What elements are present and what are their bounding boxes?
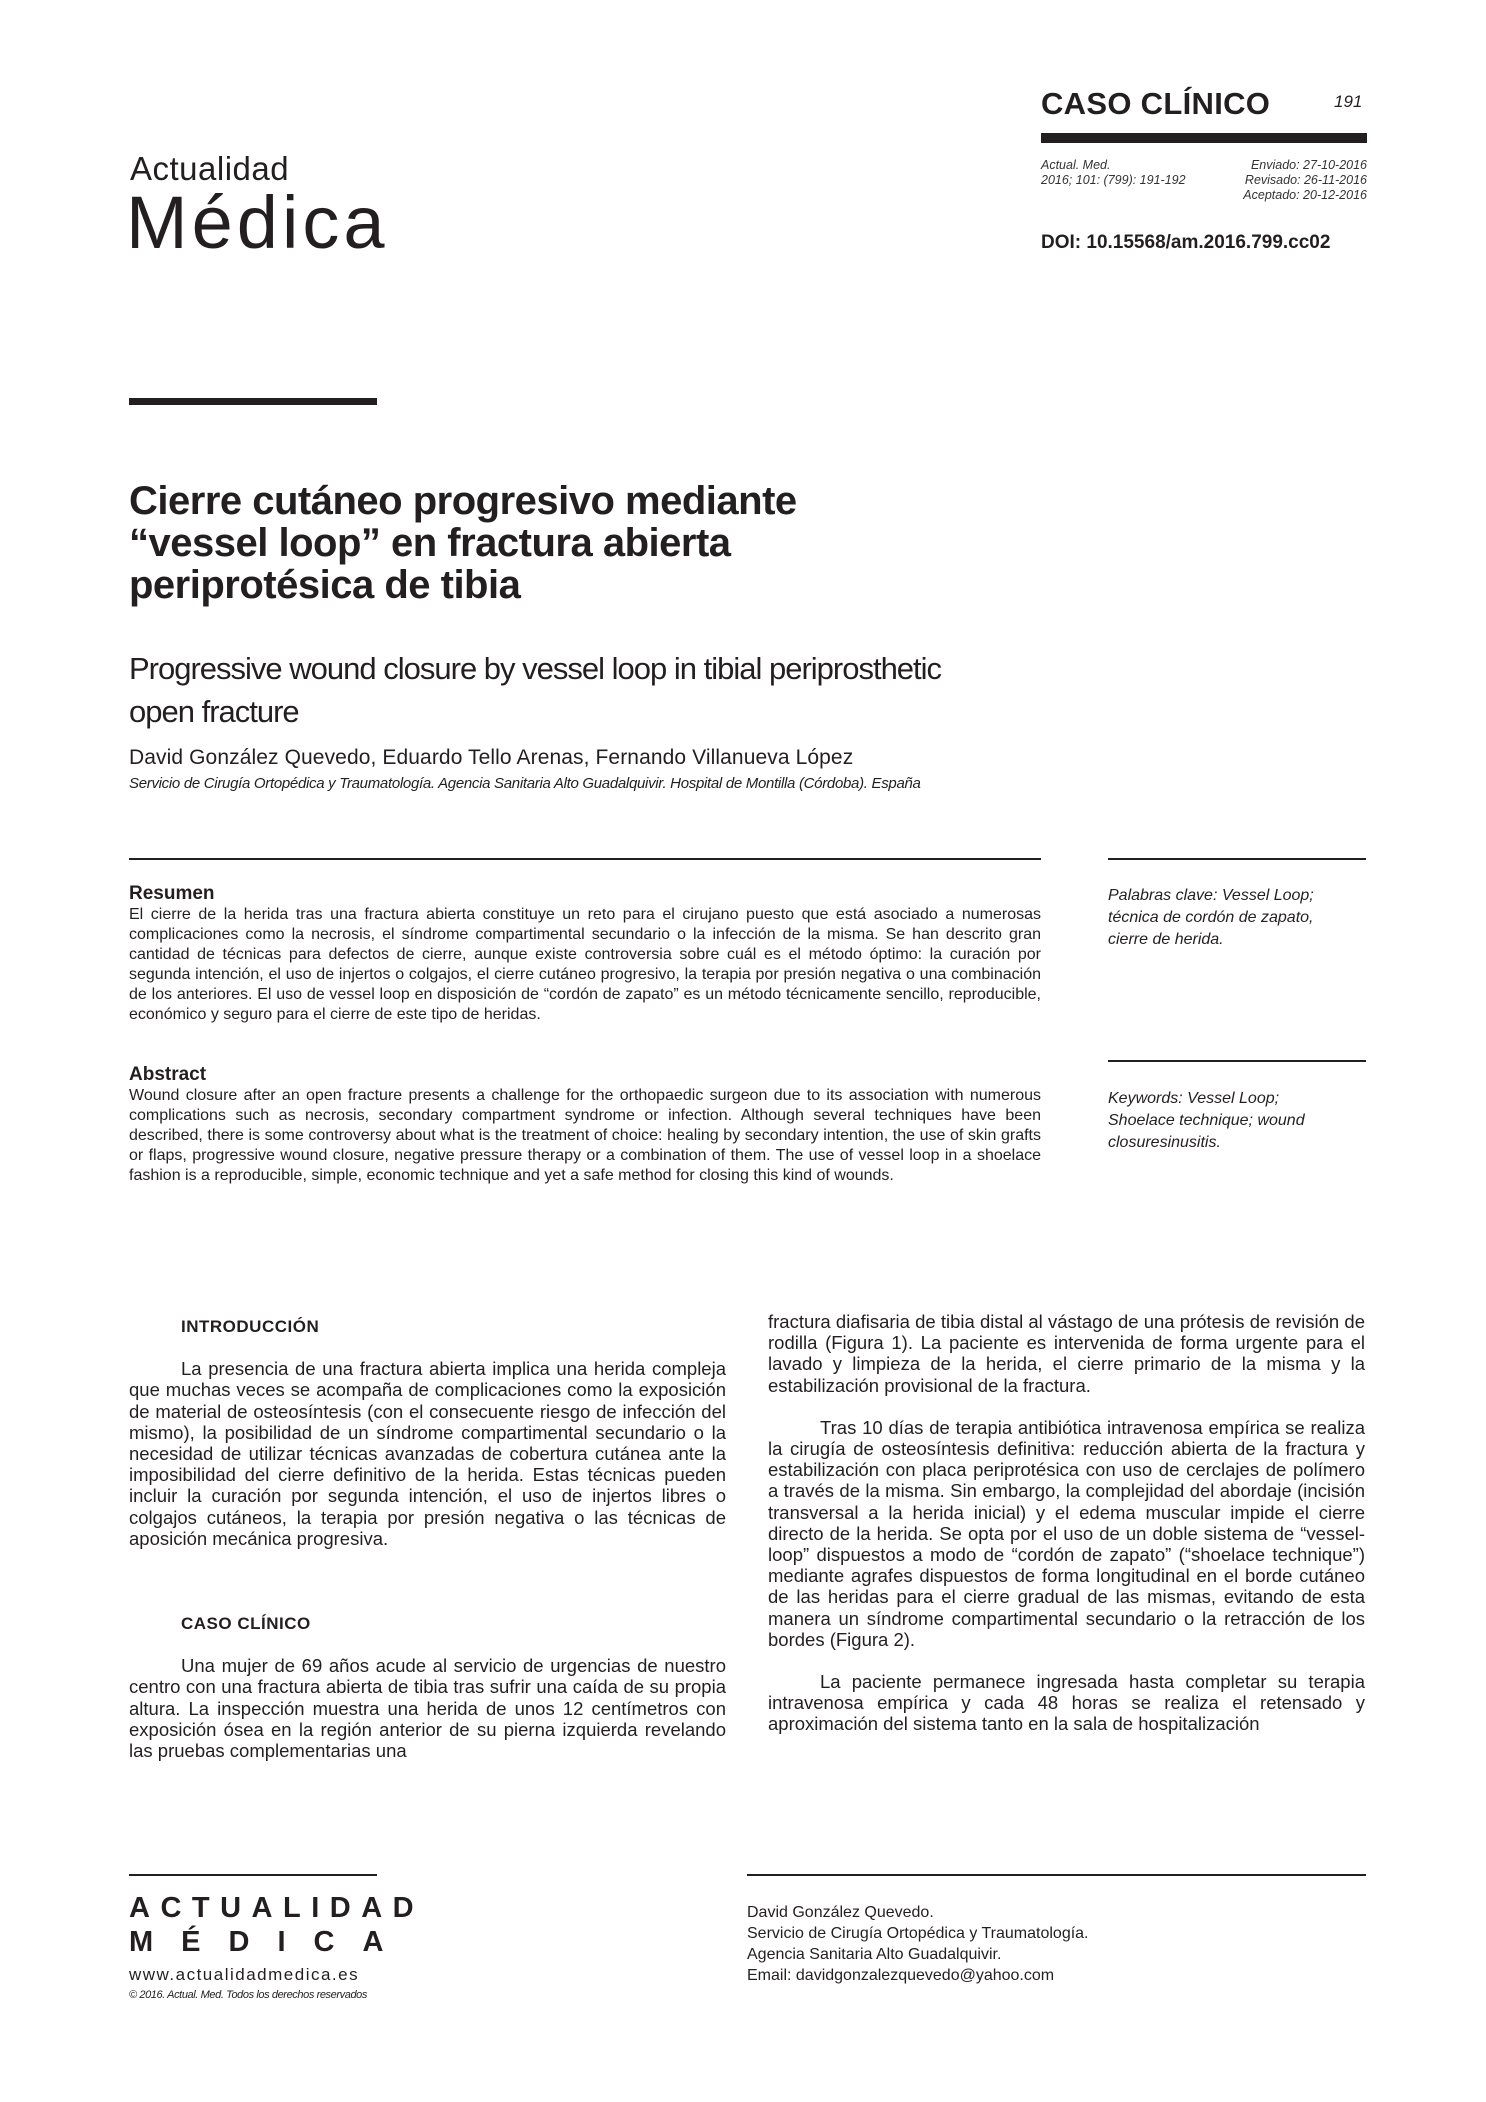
correspondence-email[interactable]: Email: davidgonzalezquevedo@yahoo.com (747, 1967, 1055, 1984)
footer-rule-right (747, 1874, 1366, 1876)
subtitle-line: open fracture (129, 694, 299, 729)
doi: DOI: 10.15568/am.2016.799.cc02 (1041, 232, 1331, 253)
article-subtitle (129, 647, 1029, 733)
section-label: CASO CLÍNICO (1041, 86, 1271, 121)
keywords-es (1108, 885, 1366, 951)
footer-rule-left (129, 1874, 377, 1876)
body-column-left (129, 1316, 726, 1761)
abstract-heading: Abstract (129, 1064, 207, 1085)
citation-journal: Actual. Med. (1041, 158, 1111, 172)
page-number: 191 (1334, 92, 1363, 111)
journal-logo-line1: Actualidad (130, 150, 290, 187)
citation (1041, 158, 1186, 188)
footer-logo-line2: MÉDICA (129, 1926, 412, 1958)
date-sent: Enviado: 27-10-2016 (1250, 158, 1367, 172)
introduction-paragraph: La presencia de una fractura abierta implica una herida compleja que muchas veces se acompaña de complicaciones como la exposición de material de osteosíntesis (con el consecuente riesgo de infección del mismo), la posibilidad de un síndrome compartimental secundario o la necesidad de utilizar técnicas avanzadas de cobertura cutánea ante la imposibilidad del cierre definitivo de la herida. Estas técnicas pueden incluir la curación por segunda intención, el uso de injertos libres o colgajos cutáneos, la terapia por presión negativa o las técnicas de aposición mecánica progresiva. (129, 1358, 726, 1549)
resumen-text: El cierre de la herida tras una fractura abierta constituye un reto para el cirujano puesto que está asociado a numerosas complicaciones como la necrosis, el síndrome compartimental secundario o la infección de la misma. Se han descrito gran cantidad de técnicas para defectos de cierre, aunque existe controversia sobre cuál es el método óptimo: la curación por segunda intención, el uso de injertos o colgajos, el cierre cutáneo progresivo, la terapia por presión negativa o una combinación de los anteriores. El uso de vessel loop en disposición de “cordón de zapato” es un método técnicamente sencillo, reproducible, económico y seguro para el cierre de este tipo de heridas. (129, 906, 1041, 1023)
keyword-line: técnica de cordón de zapato, (1108, 909, 1314, 926)
abstract-text: Wound closure after an open fracture presents a challenge for the orthopaedic surgeon due to its association with numerous complications such as necrosis, secondary compartment syndrome or infection. Although several techniques have been described, there is some controversy about what is the treatment of choice: healing by secondary intention, the use of skin grafts or flaps, progressive wound closure, negative pressure therapy or a combination of them. The use of vessel loop in a shoelace fashion is a reproducible, simple, economic technique and yet a safe method for closing this kind of wounds. (129, 1087, 1041, 1184)
keyword-line: Palabras clave: Vessel Loop; (1108, 887, 1314, 904)
authors: David González Quevedo, Eduardo Tello Arenas, Fernando Villanueva López (129, 746, 854, 769)
affiliation: Servicio de Cirugía Ortopédica y Traumatología. Agencia Sanitaria Alto Guadalquivir. Hospital de Montilla (Córdoba). España (129, 775, 921, 792)
subtitle-line: Progressive wound closure by vessel loop in tibial periprosthetic (129, 651, 942, 686)
title-line: periprotésica de tibia (129, 563, 521, 607)
keywords-rule-en (1108, 1060, 1366, 1062)
footer-logo-line1: ACTUALIDAD (129, 1892, 425, 1924)
footer-url[interactable]: www.actualidadmedica.es (129, 1965, 360, 1984)
resumen-heading: Resumen (129, 883, 215, 904)
abstract-rule (129, 858, 1041, 860)
case-paragraph: Una mujer de 69 años acude al servicio de urgencias de nuestro centro con una fractura abierta de tibia tras sufrir una caída de su propia altura. La inspección muestra una herida de unos 12 centímetros con exposición ósea en la región anterior de su pierna izquierda revelando las pruebas complementarias una (129, 1655, 726, 1762)
article-dates (1180, 158, 1367, 203)
keywords-rule-es (1108, 858, 1366, 860)
citation-volume: 2016; 101: (799): 191-192 (1041, 173, 1186, 187)
correspondence-institution: Agencia Sanitaria Alto Guadalquivir. (747, 1946, 1002, 1963)
footer-copyright: © 2016. Actual. Med. Todos los derechos reservados (129, 1989, 367, 2001)
title-line: Cierre cutáneo progresivo mediante (129, 479, 797, 523)
introduction-heading: INTRODUCCIÓN (181, 1317, 320, 1336)
body-paragraph: Tras 10 días de terapia antibiótica intravenosa empírica se realiza la cirugía de osteosíntesis definitiva: reducción abierta de la fractura y estabilización con placa periprotésica con uso de cerclajes de polímero a través de la misma. Sin embargo, la complejidad del abordaje (incisión transversal a la herida inicial) y el edema muscular impide el cierre directo de la herida. Se opta por el uso de un doble sistema de “vessel-loop” dispuestos a modo de “cordón de zapato” (“shoelace technique”) mediante agrafes dispuestos de forma longitudinal en el borde cutáneo de las heridas para el cierre gradual de las mismas, evitando de esta manera un síndrome compartimental secundario o la retracción de los bordes (Figura 2). (768, 1416, 1365, 1650)
correspondence-department: Servicio de Cirugía Ortopédica y Traumatología. (747, 1925, 1089, 1942)
journal-logo-line2: Médica (126, 181, 389, 264)
date-revised: Revisado: 26-11-2016 (1244, 173, 1367, 187)
keyword-line: cierre de herida. (1108, 931, 1224, 948)
correspondence (747, 1902, 1089, 1986)
body-paragraph: fractura diafisaria de tibia distal al vástago de una prótesis de revisión de rodilla (Figura 1). La paciente es intervenida de forma urgente para el lavado y limpieza de la herida, el cierre primario de la misma y la estabilización provisional de la fractura. (768, 1311, 1365, 1396)
header-rule (1041, 133, 1367, 143)
title-line: “vessel loop” en fractura abierta (129, 521, 731, 565)
correspondence-name: David González Quevedo. (747, 1904, 934, 1921)
body-paragraph: La paciente permanece ingresada hasta completar su terapia intravenosa empírica y cada 48 horas se realiza el retensado y aproximación del sistema tanto en la sala de hospitalización (768, 1671, 1365, 1735)
body-column-right (768, 1311, 1365, 1735)
title-rule (129, 398, 377, 405)
case-heading: CASO CLÍNICO (181, 1614, 311, 1634)
keyword-line: Keywords: Vessel Loop; (1108, 1090, 1280, 1107)
keyword-line: closuresinusitis. (1108, 1134, 1221, 1151)
article-title (129, 480, 949, 606)
date-accepted: Aceptado: 20-12-2016 (1243, 188, 1367, 202)
keywords-en (1108, 1088, 1366, 1154)
keyword-line: Shoelace technique; wound (1108, 1112, 1305, 1129)
